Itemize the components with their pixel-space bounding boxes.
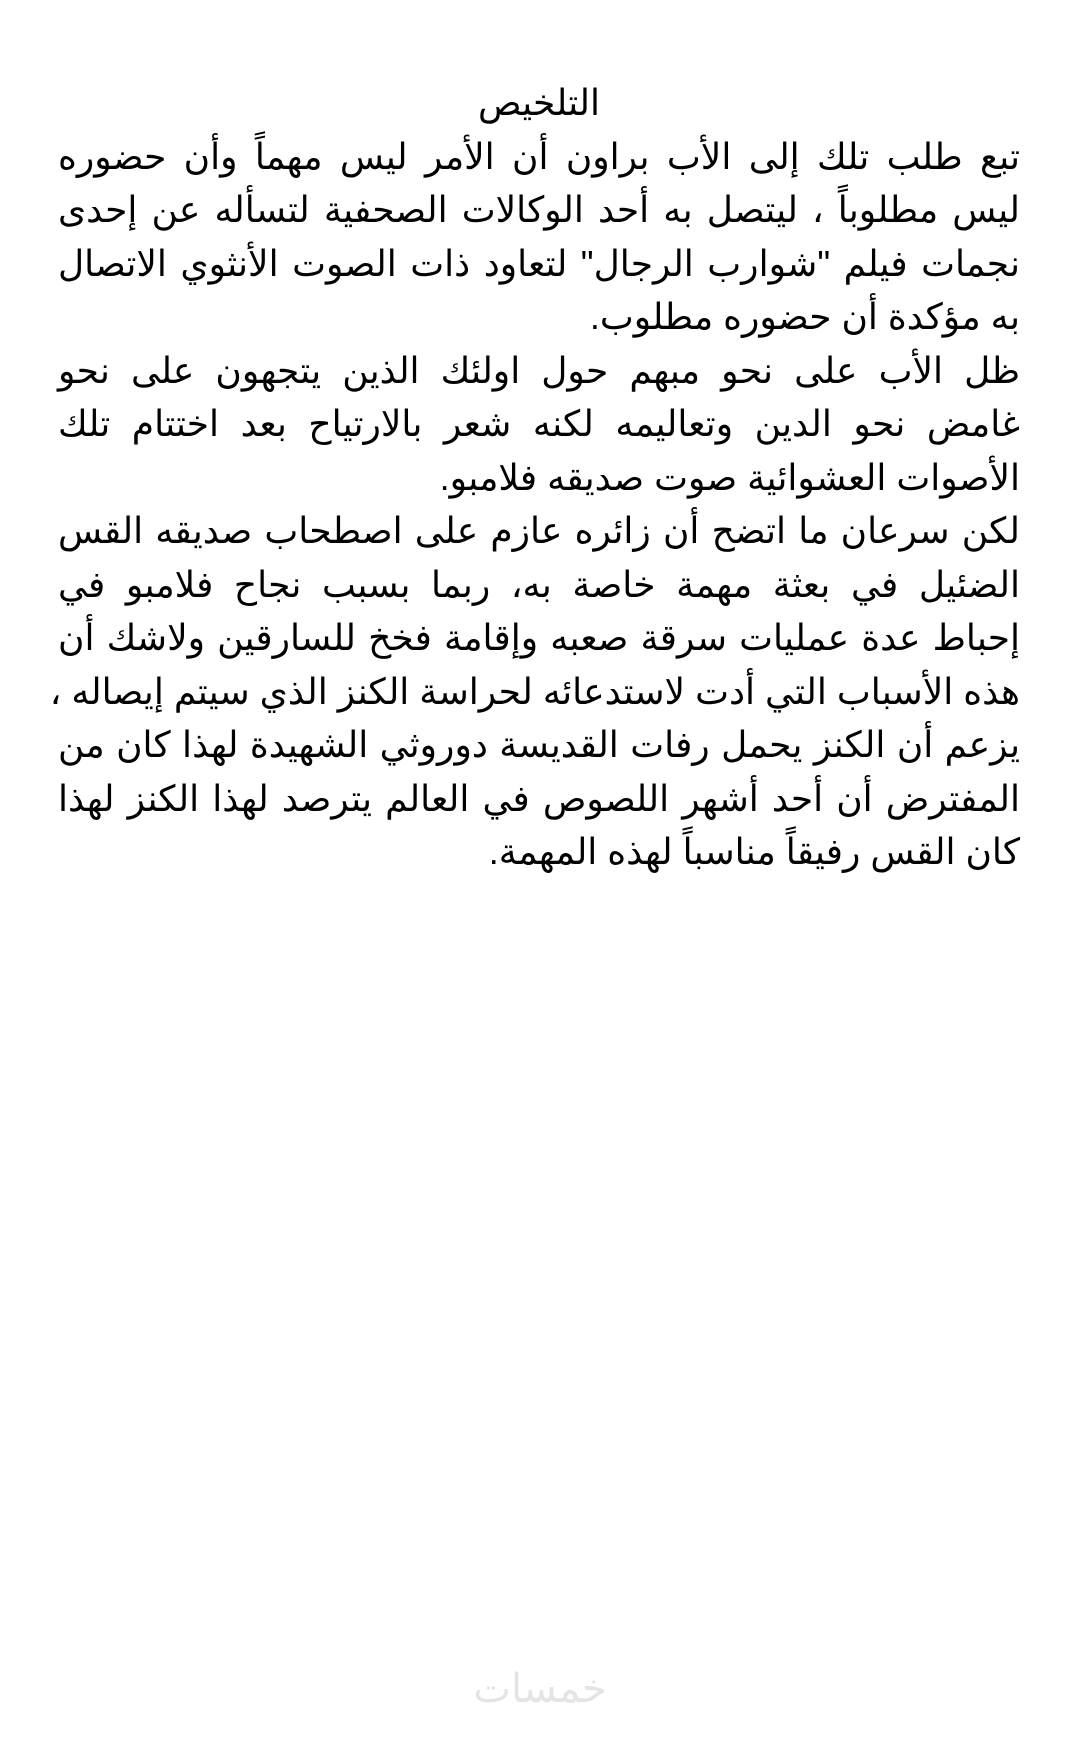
text-line: الأصوات العشوائية صوت صديقه فلامبو. (439, 456, 1020, 498)
text-line: إحباط عدة عمليات سرقة صعبه وإقامة فخخ للسارقين ولاشك أن (58, 617, 1020, 658)
document-title: التلخيص (478, 82, 600, 123)
text-line: ظل الأب على نحو مبهم حول اولئك الذين يتجهون على نحو (58, 349, 1020, 391)
text-line: نجمات فيلم "شوارب الرجال" لتعاود ذات الصوت الأنثوي الاتصال (58, 242, 1020, 284)
text-line: ليس مطلوباً ، ليتصل به أحد الوكالات الصحفية لتسأله عن إحدى (58, 189, 1020, 230)
text-line: المفترض أن أحد أشهر اللصوص في العالم يترصد لهذا الكنز لهذا (58, 777, 1020, 819)
text-line: به مؤكدة أن حضوره مطلوب. (589, 296, 1020, 337)
text-line: لكن سرعان ما اتضح أن زائره عازم على اصطحاب صديقه القس (58, 510, 1020, 551)
text-line: غامض نحو الدين وتعاليمه لكنه شعر بالارتياح بعد اختتام تلك (58, 403, 1021, 444)
text-line: كان القس رفيقاً مناسباً لهذه المهمة. (488, 831, 1020, 872)
document-body (49, 76, 1021, 879)
text-line: هذه الأسباب التي أدت لاستدعائه لحراسة الكنز الذي سيتم إيصاله ، (49, 670, 1020, 712)
watermark-logo: خمسات (473, 1667, 607, 1711)
paragraph-3 (49, 504, 1020, 879)
text-line: الضئيل في بعثة مهمة خاصة به، ربما بسبب نجاح فلامبو في (58, 563, 1020, 605)
paragraph-1 (58, 130, 1020, 344)
paragraph-2 (58, 344, 1020, 505)
text-line: تبع طلب تلك إلى الأب براون أن الأمر ليس مهماً وأن حضوره (58, 135, 1020, 177)
text-line: يزعم أن الكنز يحمل رفات القديسة دوروثي الشهيدة لهذا كان من (58, 724, 1020, 765)
